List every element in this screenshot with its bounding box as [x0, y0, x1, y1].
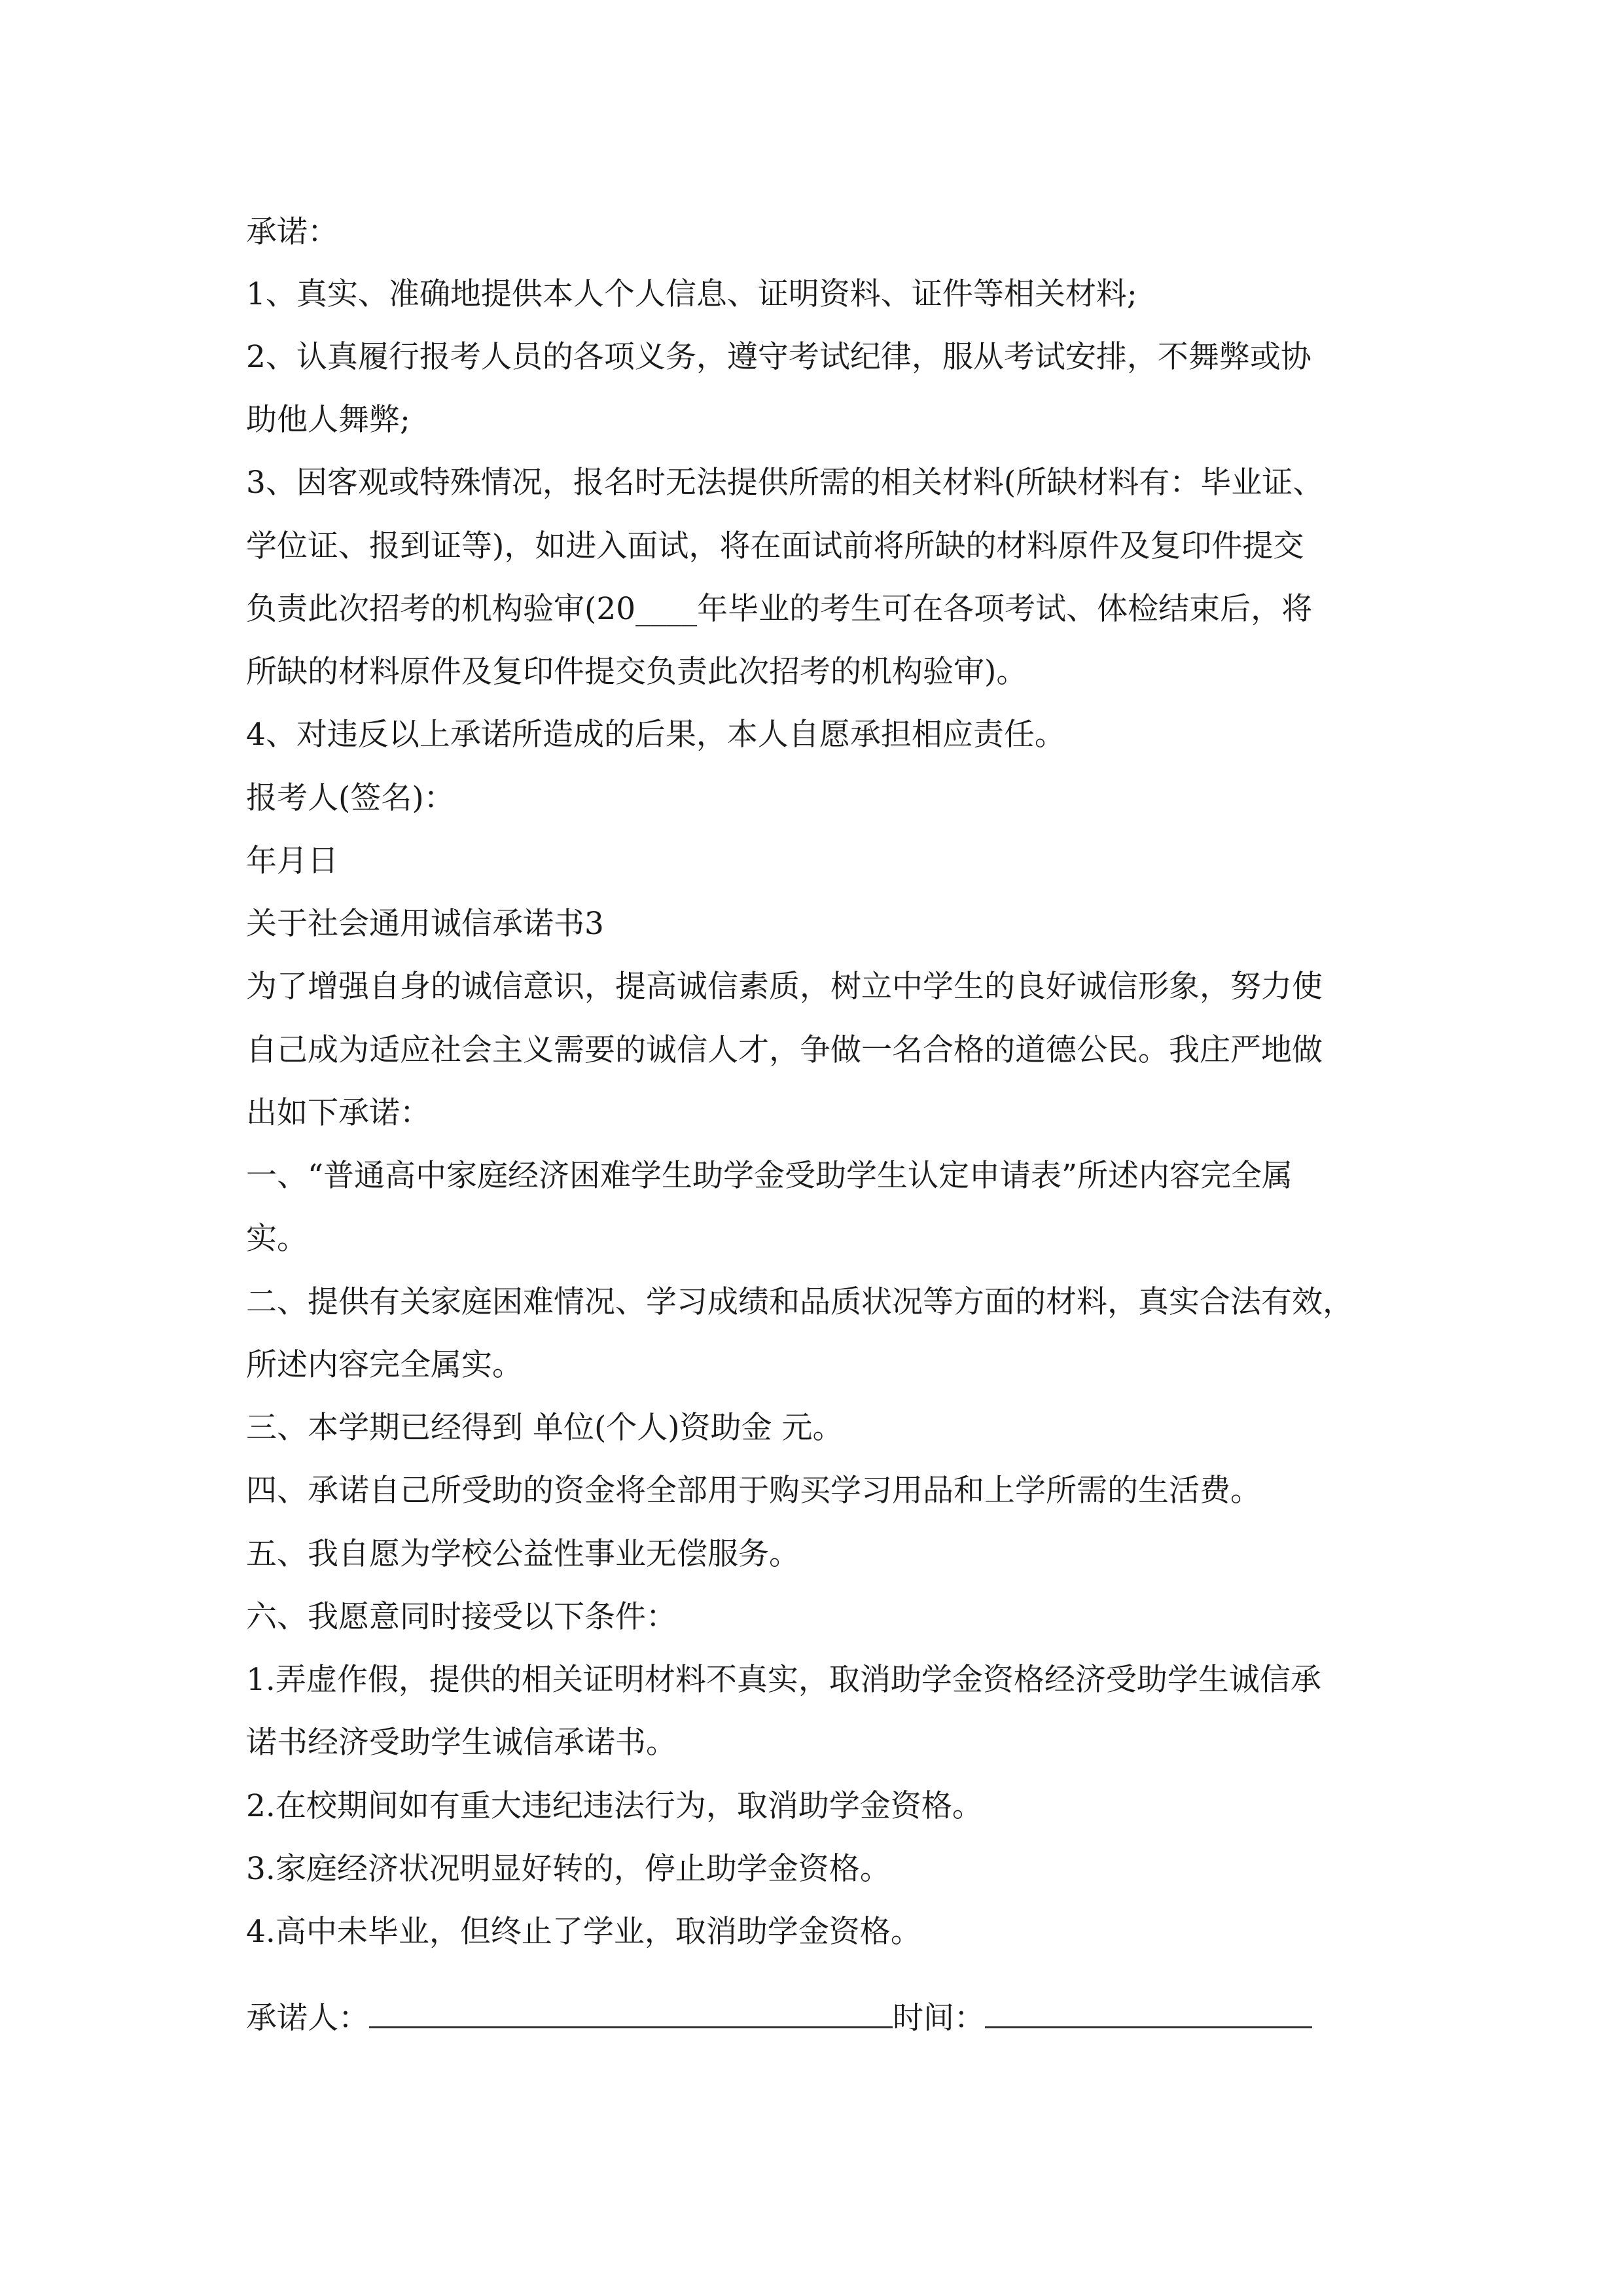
paragraph-line: 承诺： — [246, 214, 338, 250]
paragraph-line: 三、本学期已经得到 单位(个人)资助金 元。 — [246, 1410, 844, 1446]
paragraph-line: 负责此次招考的机构验审(20____年毕业的考生可在各项考试、体检结束后，将 — [246, 591, 1313, 627]
paragraph-line: 诺书经济受助学生诚信承诺书。 — [246, 1725, 677, 1761]
time-field[interactable] — [985, 1996, 1312, 2028]
paragraph-line: 3.家庭经济状况明显好转的，停止助学金资格。 — [246, 1851, 891, 1887]
paragraph-line: 四、承诺自己所受助的资金将全部用于购买学习用品和上学所需的生活费。 — [246, 1473, 1261, 1509]
signature-row — [246, 1996, 1312, 2038]
section-heading: 关于社会通用诚信承诺书3 — [246, 906, 604, 942]
time-label: 时间： — [893, 2000, 985, 2036]
promiser-label: 承诺人： — [246, 2000, 369, 2036]
paragraph-line: 所述内容完全属实。 — [246, 1347, 523, 1383]
paragraph-line: 一、“普通高中家庭经济困难学生助学金受助学生认定申请表”所述内容完全属 — [246, 1158, 1293, 1194]
paragraph-line: 助他人舞弊; — [246, 402, 410, 438]
paragraph-line: 1、真实、准确地提供本人个人信息、证明资料、证件等相关材料; — [246, 276, 1137, 312]
paragraph-line: 所缺的材料原件及复印件提交负责此次招考的机构验审)。 — [246, 654, 1027, 690]
paragraph-line: 2.在校期间如有重大违纪违法行为，取消助学金资格。 — [246, 1788, 983, 1824]
paragraph-line: 实。 — [246, 1221, 308, 1257]
paragraph-line: 五、我自愿为学校公益性事业无偿服务。 — [246, 1536, 800, 1572]
paragraph-line: 1.弄虚作假，提供的相关证明材料不真实，取消助学金资格经济受助学生诚信承 — [246, 1662, 1321, 1698]
paragraph-line: 4、对违反以上承诺所造成的后果，本人自愿承担相应责任。 — [246, 717, 1065, 753]
paragraph-line: 报考人(签名)： — [246, 780, 455, 816]
paragraph-line: 年月日 — [246, 843, 338, 879]
paragraph-line: 2、认真履行报考人员的各项义务，遵守考试纪律，服从考试安排，不舞弊或协 — [246, 339, 1311, 375]
paragraph-line: 学位证、报到证等)，如进入面试，将在面试前将所缺的材料原件及复印件提交 — [246, 528, 1304, 564]
paragraph-line: 二、提供有关家庭困难情况、学习成绩和品质状况等方面的材料，真实合法有效， — [246, 1284, 1353, 1320]
paragraph-line: 为了增强自身的诚信意识，提高诚信素质，树立中学生的良好诚信形象，努力使 — [246, 969, 1323, 1005]
paragraph-line: 出如下承诺： — [246, 1095, 431, 1131]
paragraph-line: 自己成为适应社会主义需要的诚信人才，争做一名合格的道德公民。我庄严地做 — [246, 1032, 1323, 1068]
paragraph-line: 4.高中未毕业，但终止了学业，取消助学金资格。 — [246, 1914, 921, 1950]
paragraph-line: 六、我愿意同时接受以下条件： — [246, 1599, 677, 1635]
promiser-signature-field[interactable] — [369, 1996, 893, 2028]
paragraph-line: 3、因客观或特殊情况，报名时无法提供所需的相关材料(所缺材料有：毕业证、 — [246, 465, 1324, 501]
